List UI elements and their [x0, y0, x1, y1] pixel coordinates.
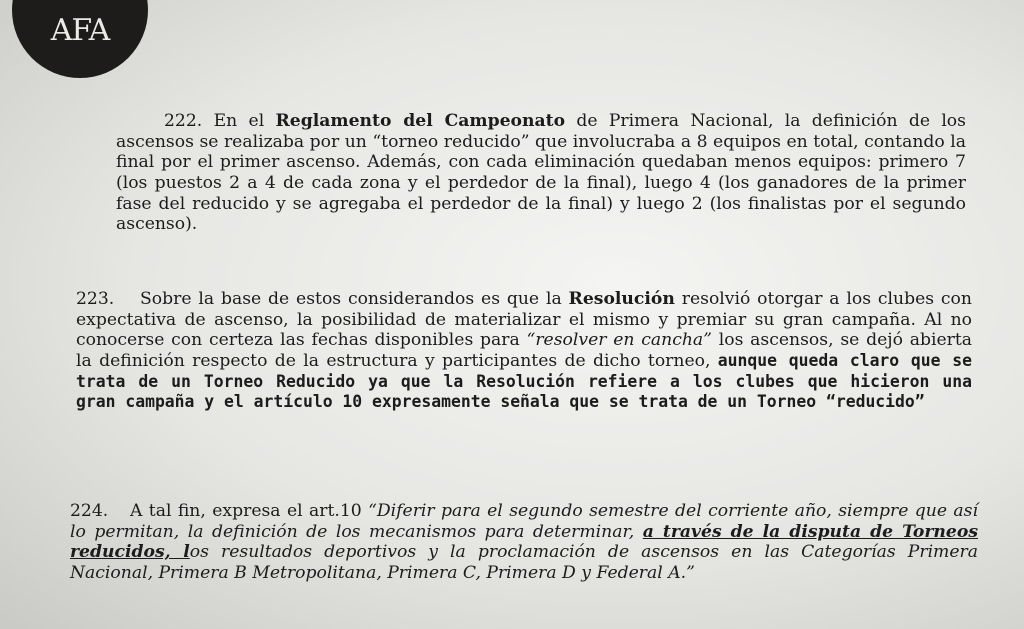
paragraph-text: resolvió otorgar a los clubes con expectativa de ascenso, la posibilidad de materializar el mismo y premiar su gran campaña. Al no conocerse con certeza las fechas disponibles para [76, 289, 972, 351]
paragraph-text: Sobre la base de estos considerandos es que la [140, 289, 569, 310]
paragraph-text: de Primera Nacional, la definición de los ascensos se realizaba por un “torneo reducido” que involucraba a 8 equipos en total, contando la final por el primer ascenso. Además, con cada eliminación quedaban menos equipos: primero 7 (los puestos 2 a 4 de cada zona y el perdedor de la final), luego 4 (los ganadores de la primer fase del reducido y se agregaba el perdedor de la final) y luego 2 (los finalistas por el segundo ascenso). [116, 111, 966, 235]
paragraph-224 [70, 501, 978, 583]
paragraph-223 [76, 289, 972, 413]
paragraph-italic-text: os resultados deportivos y la proclamación de ascensos en las Categorías Primera Nacional, Primera B Metropolitana, Primera C, Primera D y Federal A.” [70, 542, 978, 583]
paragraph-italic-text: “resolver en cancha” [526, 330, 712, 351]
paragraph-bold-text: Reglamento del Campeonato [275, 111, 566, 132]
paragraph-text: A tal fin, expresa el art.10 [130, 501, 369, 522]
paragraph-222 [116, 111, 966, 235]
paragraph-number: 223. [76, 289, 115, 310]
paragraph-italic-text: “Diferir para el segundo semestre del corriente año, siempre que así lo permitan, la definición de los mecanismos para determinar, [70, 501, 978, 542]
paragraph-text: En el [213, 111, 276, 132]
paragraph-number: 222. [164, 111, 203, 132]
paragraph-bold-text: Resolución [568, 289, 675, 310]
afa-logo [12, 0, 148, 78]
paragraph-number: 224. [70, 501, 109, 522]
paragraph-bold-text: aunque queda claro que se trata de un Torneo Reducido ya que la Resolución refiere a los clubes que hicieron una gran campaña y el artículo 10 expresamente señala que se trata de un Torneo “reducido” [76, 350, 972, 412]
afa-logo-text: AFA [50, 13, 110, 48]
paragraph-bold-underline-text: a través de la disputa de Torneos reducidos, l [70, 521, 979, 563]
paragraph-text: los ascensos, se dejó abierta la definición respecto de la estructura y participantes de dicho torneo, [76, 330, 972, 371]
